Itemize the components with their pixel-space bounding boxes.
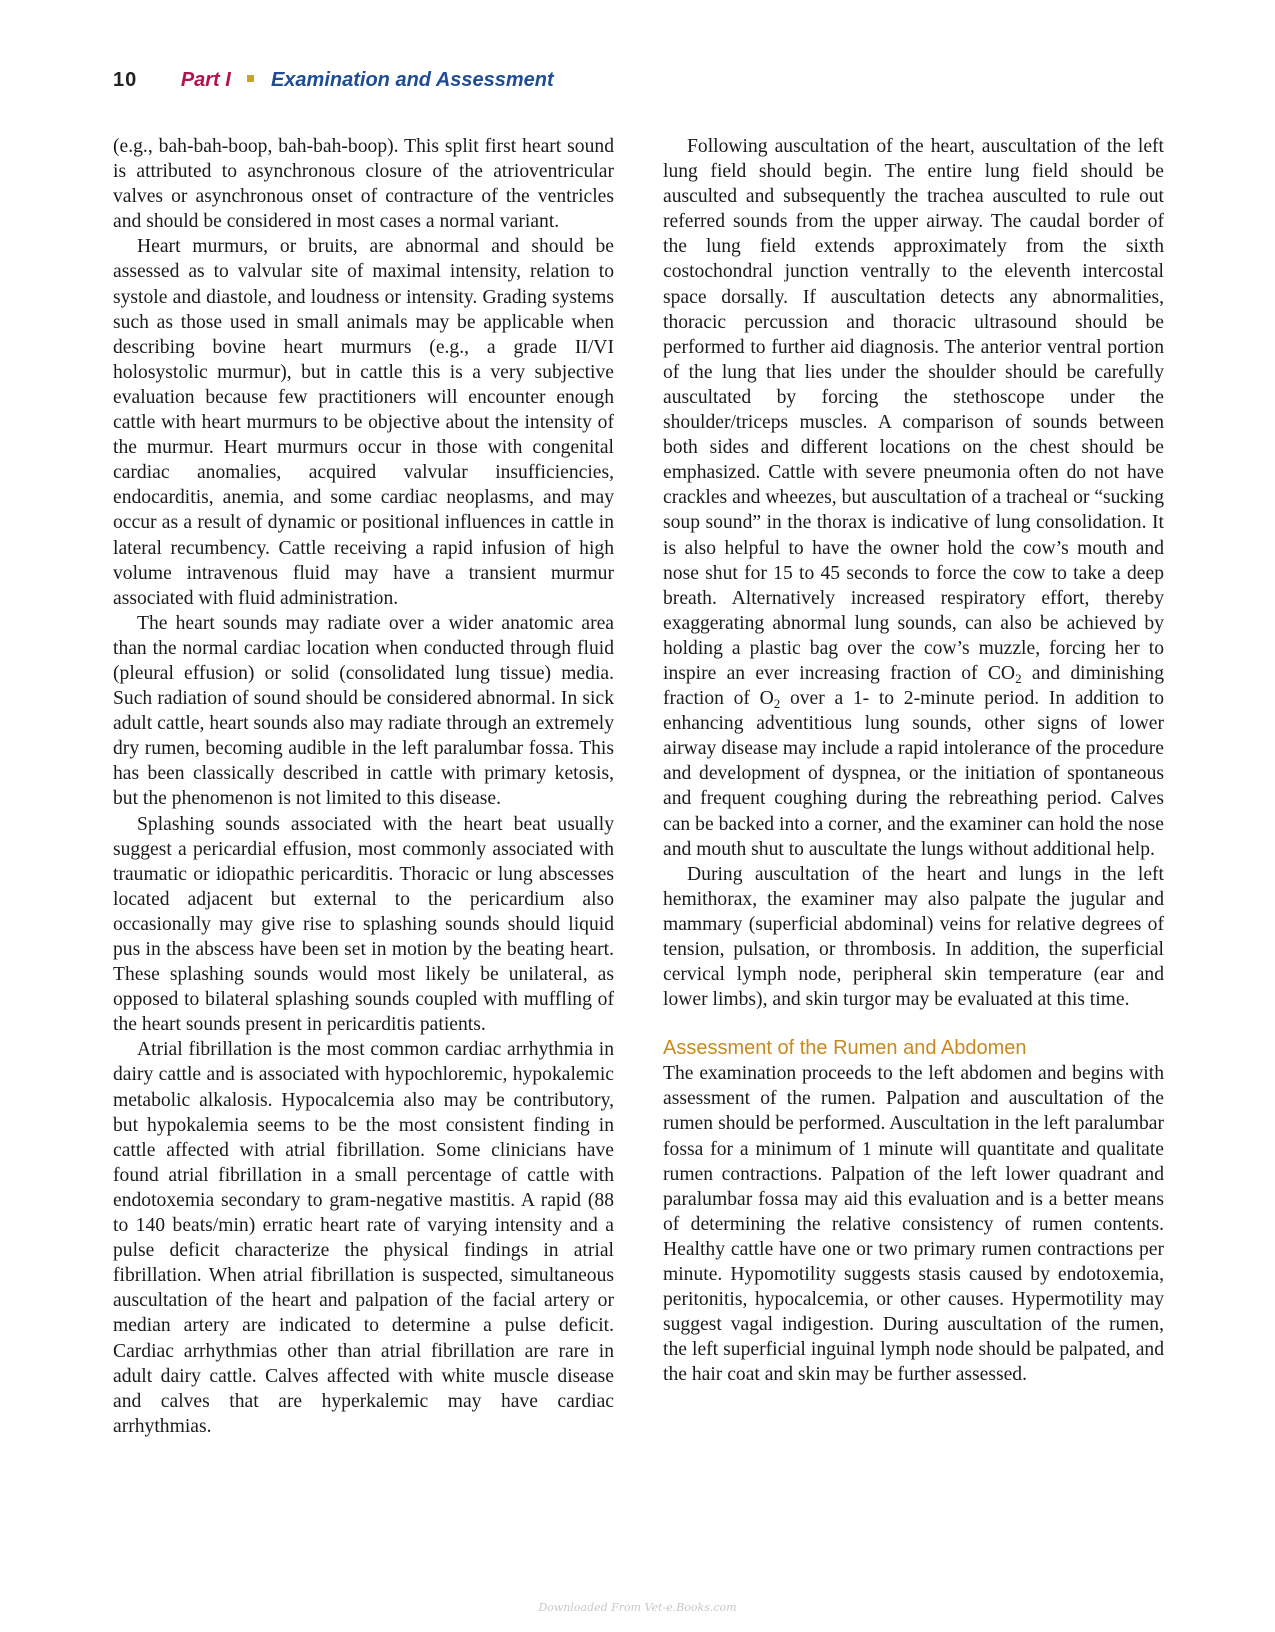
paragraph: The examination proceeds to the left abdomen and begins with assessment of the rumen. Palpation and auscultation of the rumen should be performed. Auscultation in the left paralumbar fossa for a minimum of 1 minute will quantitate and qualitate rumen contractions. Palpation of the left lower quadrant and paralumbar fossa may aid this evaluation and is a better means of determining the relative consistency of rumen contents. Healthy cattle have one or two primary rumen contractions per minute. Hypomotility suggests stasis caused by endotoxemia, peritonitis, hypocalcemia, or other causes. Hypermotility may suggest vagal indigestion. During auscultation of the rumen, the left superficial inguinal lymph node should be palpated, and the hair coat and skin may be further assessed. <box>663 1063 1164 1386</box>
paragraph: Splashing sounds associated with the heart beat usually suggest a pericardial effusion, most commonly associated with traumatic or idiopathic pericarditis. Thoracic or lung abscesses located adjacent but external to the pericardium also occasionally may give rise to splashing sounds should liquid pus in the abscess have been set in motion by the beating heart. These splashing sounds would most likely be unilateral, as opposed to bilateral splashing sounds coupled with muffling of the heart sounds present in pericarditis patients. <box>113 813 614 1036</box>
running-head <box>113 66 554 94</box>
paragraph: The heart sounds may radiate over a wider anatomic area than the normal cardiac location when conducted through fluid (pleural effusion) or solid (consolidated lung tissue) media. Such radiation of sound should be considered abnormal. In sick adult cattle, heart sounds also may radiate through an extremely dry rumen, becoming audible in the left paralumbar fossa. This has been classically described in cattle with primary ketosis, but the phenomenon is not limited to this disease. <box>113 612 614 810</box>
paragraph: Atrial fibrillation is the most common cardiac arrhythmia in dairy cattle and is associated with hypochloremic, hypokalemic metabolic alkalosis. Hypocalcemia also may be contributory, but hypokalemia seems to be the most consistent finding in cattle affected with atrial fibrillation. Some clinicians have found atrial fibrillation in a small percentage of cattle with endotoxemia secondary to gram-negative mastitis. A rapid (88 to 140 beats/min) erratic heart rate of varying intensity and a pulse deficit characterize the physical findings in atrial fibrillation. When atrial fibrillation is suspected, simultaneous auscultation of the heart and palpation of the facial artery or median artery are indicated to determine a pulse deficit. Cardiac arrhythmias other than atrial fibrillation are rare in adult dairy cattle. Calves affected with white muscle disease and calves that are hyperkalemic may have cardiac arrhythmias. <box>113 1039 614 1437</box>
section-heading: Assessment of the Rumen and Abdomen <box>663 1037 1027 1060</box>
right-column <box>663 134 1164 1388</box>
part-label: Part I <box>180 69 231 91</box>
subscript: 2 <box>1015 670 1022 686</box>
paragraph-lung-auscultation <box>663 134 1164 862</box>
part-title: Examination and Assessment <box>270 69 554 91</box>
text-run: and diminishing fraction of O <box>663 662 1164 710</box>
left-column <box>113 134 614 1439</box>
page-number: 10 <box>113 69 138 91</box>
header-square-bullet <box>247 75 254 82</box>
footer-watermark: Downloaded From Vet-e.Books.com <box>538 1601 737 1614</box>
paragraph: Heart murmurs, or bruits, are abnormal and should be assessed as to valvular site of maximal intensity, relation to systole and diastole, and loudness or intensity. Grading systems such as those used in small animals may be applicable when describing bovine heart murmurs (e.g., a grade II/VI holosystolic murmur), but in cattle this is a very subjective evaluation because few practitioners will encounter enough cattle with heart murmurs to be objective about the intensity of the murmur. Heart murmurs occur in those with congenital cardiac anomalies, acquired valvular insufficiencies, endocarditis, anemia, and some cardiac neoplasms, and may occur as a result of dynamic or positional influences in cattle in lateral recumbency. Cattle receiving a rapid infusion of high volume intravenous fluid may have a transient murmur associated with fluid administration. <box>113 236 614 609</box>
paragraph: (e.g., bah-bah-boop, bah-bah-boop). This split first heart sound is attributed to asynchronous closure of the atrioventricular valves or asynchronous onset of contracture of the ventricles and should be considered in most cases a normal variant. <box>113 136 614 233</box>
paragraph: During auscultation of the heart and lungs in the left hemithorax, the examiner may also palpate the jugular and mammary (superficial abdominal) veins for relative degrees of tension, pulsation, or thrombosis. In addition, the superficial cervical lymph node, peripheral skin temperature (ear and lower limbs), and skin turgor may be evaluated at this time. <box>663 863 1164 1011</box>
subscript: 2 <box>773 696 781 712</box>
text-run: Following auscultation of the heart, auscultation of the left lung field should begin. The entire lung field should be ausculted and subsequently the trachea ausculted to rule out referred sounds from the upper airway. The caudal border of the lung field extends approximately from the sixth costochondral junction ventrally to the eleventh intercostal space dorsally. If auscultation detects any abnormalities, thoracic percussion and thoracic ultrasound should be performed to further aid diagnosis. The anterior ventral portion of the lung that lies under the shoulder should be carefully auscultated by forcing the stethoscope under the shoulder/triceps muscles. A comparison of sounds between both sides and different locations on the chest should be emphasized. Cattle with severe pneumonia often do not have crackles and wheezes, but auscultation of a tracheal or “sucking soup sound” in the thorax is indicative of lung consolidation. It is also helpful to have the owner hold the cow’s mouth and nose shut for 15 to 45 seconds to force the cow to take a deep breath. Alternatively increased respiratory effort, thereby exaggerating abnormal lung sounds, can also be achieved by holding a plastic bag over the cow’s muzzle, forcing her to inspire an ever increasing fraction of CO <box>663 136 1164 684</box>
text-run: over a 1- to 2-minute period. In addition to enhancing adventitious lung sounds, other signs of lower airway disease may include a rapid intolerance of the procedure and development of dyspnea, or the initiation of spontaneous and frequent coughing during the rebreathing period. Calves can be backed into a corner, and the examiner can hold the nose and mouth shut to auscultate the lungs without additional help. <box>663 688 1164 860</box>
